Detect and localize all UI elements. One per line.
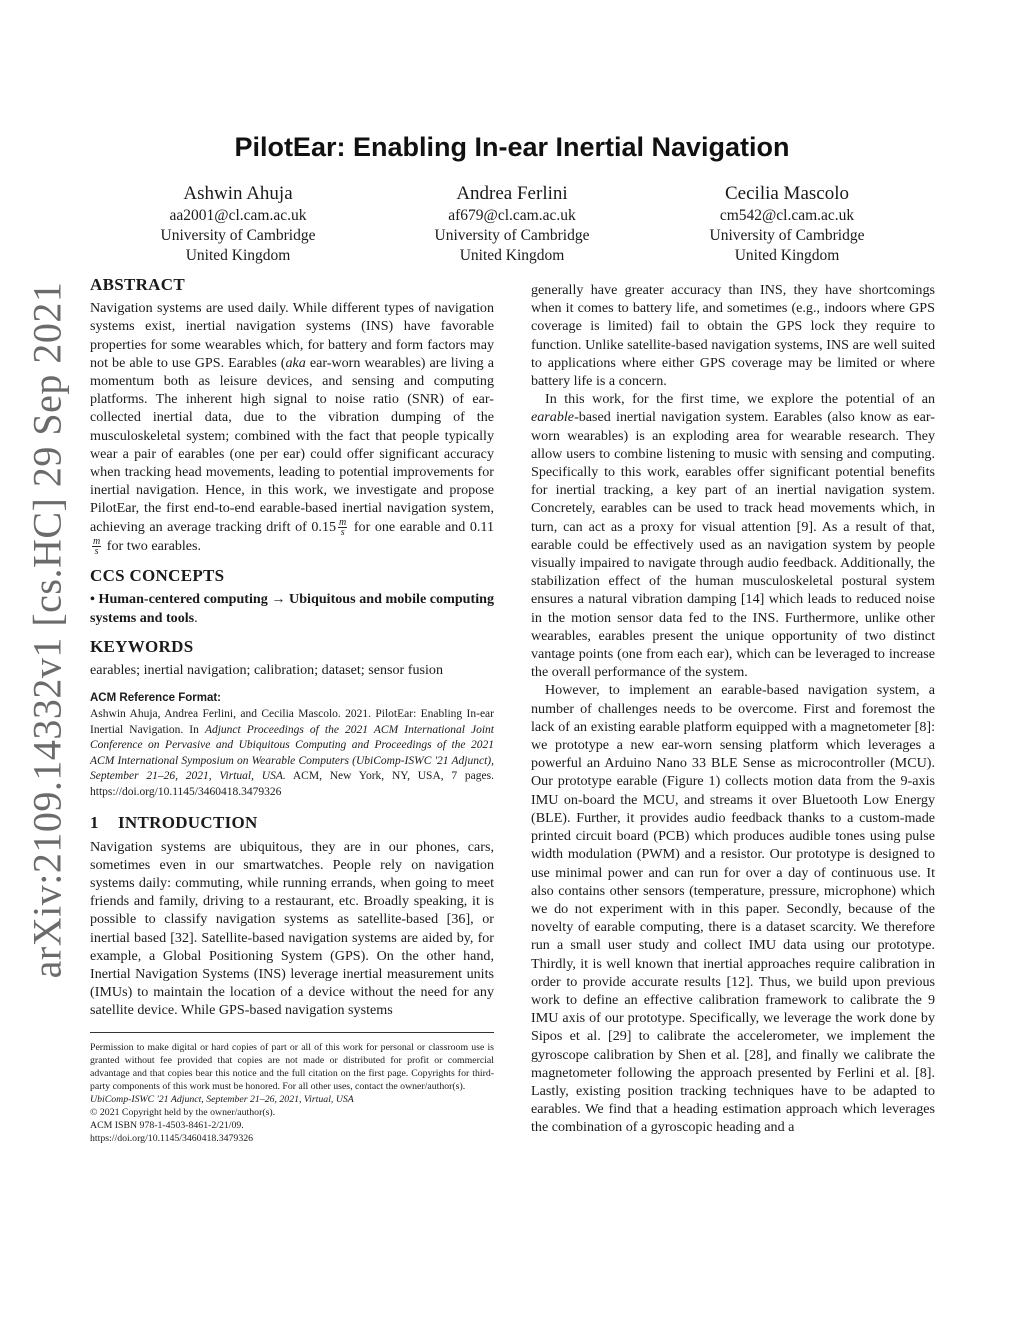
arxiv-stamp (18, 281, 76, 979)
introduction-paragraph: Navigation systems are ubiquitous, they are in our phones, cars, sometimes even in our smartwatches. People rely on navigation systems daily: commuting, while running errands, when going to meet friends and family, driving to a restaurant, etc. Broadly speaking, it is possible to classify navigation systems as satellite-based [36], or inertial based [32]. Satellite-based navigation systems are aided by, for example, a Global Positioning System (GPS). On the other hand, Inertial Navigation Systems (INS) leverage inertial measurement units (IMUs) to maintain the location of a device without the need for any satellite device. While GPS-based navigation systems (90, 838, 494, 1019)
abstract-text-part: for one earable and (349, 518, 470, 535)
author-affiliation: University of Cambridge (434, 227, 590, 244)
footnote-isbn: ACM ISBN 978-1-4503-8461-2/21/09. (90, 1119, 244, 1131)
ccs-text (90, 590, 494, 626)
author-country: United Kingdom (459, 247, 565, 264)
unit-fraction (338, 518, 347, 537)
intro-paragraph-3: However, to implement an earable-based navigation system, a number of challenges needs to be overcome. First and foremost the lack of an existing earable platform equipped with a magnetometer [8]: we prototype a new ear-worn sensing platform which leverages a powerful an Arduino Nano 33 BLE Sense as microcontroller (MCU). Our prototype earable (Figure 1) collects motion data from the 9-axis IMU on-board the MCU, and streams it over Bluetooth Low Energy (BLE). Further, it provides audio feedback thanks to a custom-made printed circuit board (PCB) which produces audible tones using pulse width modulation (PWM) and a resistor. Our prototype is designed to use minimal power and can run for over a day of continuous use. It also contains other sensors (temperature, pressure, microphone) which we do not experiment with in this paper. Secondly, because of the novelty of earable computing, there is a dataset scarcity. We therefore run a small user study and collect IMU data using our prototype. Thirdly, it is well known that inertial approaches require calibration in order to provide accurate results [12]. Thus, we build upon previous work to define an effective calibration framework to calibrate the 9 IMU axis of our prototype. Specifically, we leverage the work done by Sipos et al. [29] to calibrate the accelerometer, we implement the gyroscope calibration by Shen et al. [28], and finally we calibrate the magnetometer following the approach presented by Ferlini et al. [8]. Lastly, existing position tracking techniques have to be adapted to earables. We find that a heading estimation approach which leverages the combination of a gyroscopic heading and a (531, 682, 935, 1136)
footnote-permission: Permission to make digital or hard copies of part or all of this work for personal or classroom use is granted without fee provided that copies are not made or distributed for profit or commercial advantage and that copies bear this notice and the full citation on the first page. Copyrights for third-party components of this work must be honored. For all other uses, contact the owner/author(s). (90, 1041, 494, 1092)
introduction-heading (90, 814, 494, 832)
keywords-text: earables; inertial navigation; calibration; dataset; sensor fusion (90, 661, 444, 678)
paragraph-text-part: -based inertial navigation system. Earables (also know as ear-worn wearables) is an exploding area for wearable research. They allow users to combine listening to music with sensing and computing. Specifically to this work, earables offer significant potential benefits for inertial tracking, a key part of an inertial navigation system. Concretely, earables can be used to track head movements which, in turn, can act as a proxy for visual attention [9]. As a result of that, earable could be effectively used as an navigation system by people visually impaired to navigate through audio feedback. Additionally, the stabilization effect of the human musculoskeletal postural system ensures a natural vibration damping [14] which leads to reduced noise in the motion sensor data fed to the INS. Furthermore, unlike other wearables, earables present the unique opportunity of two distinct vantage points (one from each ear), which can be leveraged to increase the overall performance of the system. (531, 409, 935, 681)
right-column (531, 281, 935, 1137)
author-country: United Kingdom (734, 247, 840, 264)
acm-reference-text (90, 707, 494, 800)
section-number: 1 (90, 813, 99, 833)
drift-two-value: 0.11 (469, 518, 494, 535)
drift-one-value: 0.15 (311, 518, 337, 535)
paragraph-emphasis: earable (531, 409, 575, 426)
keywords-heading: KEYWORDS (90, 636, 194, 656)
footnote-doi: https://doi.org/10.1145/3460418.3479326 (90, 1132, 254, 1144)
author-affiliation: University of Cambridge (160, 227, 316, 244)
unit-fraction (92, 537, 101, 556)
acm-reference-heading: ACM Reference Format: (90, 692, 221, 705)
arxiv-stamp-text: arXiv:2109.14332v1 [cs.HC] 29 Sep 2021 (24, 281, 70, 979)
reference-text-part: Ashwin Ahuja, Andrea Ferlini, and Cecilia Mascolo. 2021. PilotEar: Enabling In-ear Inertial Navigation. In (90, 708, 494, 736)
unit-denominator: s (340, 526, 345, 538)
author-country: United Kingdom (185, 247, 291, 264)
footnote-divider (90, 1032, 494, 1033)
abstract-text-part: Navigation systems are used daily. While different types of navigation systems exist, inertial navigation systems (INS) have favorable properties for some wearables which, for battery and form factors may not be able to use GPS. Earables ( (90, 300, 494, 371)
reference-text-part: ACM, New York, NY, USA, 7 pages. https://doi.org/10.1145/3460418.3479326 (90, 770, 494, 798)
author-name: Andrea Ferlini (456, 183, 568, 204)
section-title: INTRODUCTION (118, 813, 258, 833)
footnote-venue: UbiComp-ISWC '21 Adjunct, September 21–26, 2021, Virtual, USA (90, 1093, 354, 1105)
abstract-text-part: for two earables. (103, 537, 202, 554)
footnote-copyright: © 2021 Copyright held by the owner/author(s). (90, 1106, 276, 1118)
abstract-text-part: ear-worn wearables) are living a momentum both as leisure devices, and sensing and computing platforms. The inherent high signal to noise ratio (SNR) of ear-collected inertial data, due to the vibration dumping of the musculoskeletal system; combined with the fact that people typically wear a pair of earables (one per ear) could offer significant accuracy when tracking head movements, leading to potential improvements for inertial navigation. Hence, in this work, we investigate and propose PilotEar, the first end-to-end earable-based inertial navigation system, achieving an average tracking drift of (90, 354, 494, 535)
author-affiliation: University of Cambridge (709, 227, 865, 244)
author-3 (642, 182, 932, 266)
unit-denominator: s (94, 546, 99, 558)
author-name: Cecilia Mascolo (725, 183, 849, 204)
abstract-aka: aka (285, 354, 306, 371)
abstract-heading: ABSTRACT (90, 275, 185, 294)
unit-numerator: m (339, 516, 347, 528)
paragraph-text-part: In this work, for the first time, we explore the potential of an (545, 391, 935, 408)
author-2 (367, 182, 657, 266)
intro-paragraph-continued: generally have greater accuracy than INS, they have shortcomings when it comes to battery life, and sometimes (e.g., indoors where GPS coverage is limited) fail to obtain the GPS lock they require to function. Unlike satellite-based navigation systems, INS are well suited to applications where either GPS coverage may be limited or where battery life is a concern. (531, 282, 935, 390)
abstract-text (90, 299, 494, 556)
author-name: Ashwin Ahuja (183, 183, 293, 204)
reference-venue: Adjunct Proceedings of the 2021 ACM International Joint Conference on Pervasive and Ubiquitous Computing and Proceedings of the 2021 ACM International Symposium on Wearable Computers (UbiComp-ISWC '21 Adjunct), September 21–26, 2021, Virtual, USA. (90, 723, 494, 783)
intro-paragraph-2 (531, 390, 935, 681)
author-email: af679@cl.cam.ac.uk (448, 207, 576, 224)
ccs-heading: CCS CONCEPTS (90, 566, 225, 586)
author-email: cm542@cl.cam.ac.uk (719, 207, 855, 224)
footnote-block (90, 1041, 494, 1145)
unit-numerator: m (93, 536, 101, 548)
ccs-concepts: • Human-centered computing → Ubiquitous and mobile computing systems and tools (90, 591, 494, 626)
paper-title: PilotEar: Enabling In-ear Inertial Navigation (234, 132, 790, 162)
author-1 (93, 182, 383, 266)
ccs-end: . (194, 609, 198, 626)
author-email: aa2001@cl.cam.ac.uk (169, 207, 307, 224)
left-column (90, 276, 494, 1145)
